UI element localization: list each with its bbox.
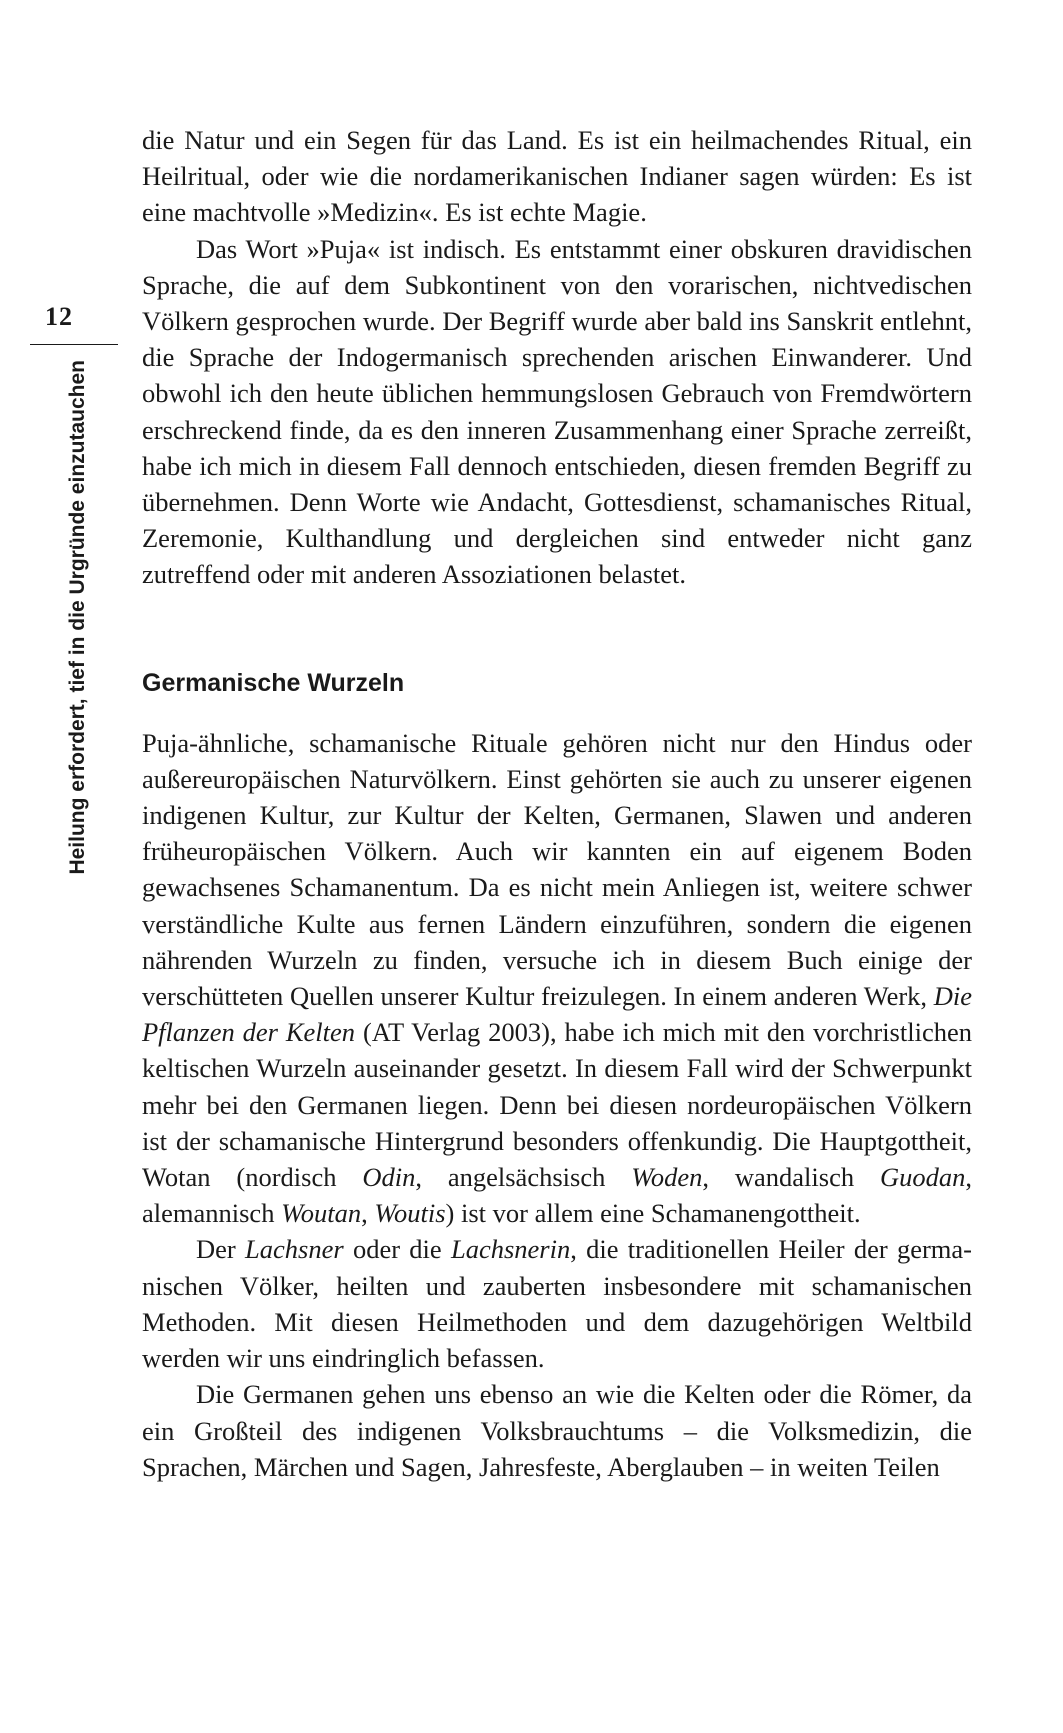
- paragraphs-before: [142, 122, 972, 593]
- text-run: die Natur und ein Segen für das Land. Es ist ein heilmachendes Ritual, ein Heilritual, oder wie die nordamerikanischen Indianer sagen würden: Es ist eine machtvolle »Medizin«. Es ist echte Magie.: [142, 125, 972, 228]
- italic-text: Lachsner: [245, 1234, 344, 1265]
- text-run: ,: [361, 1198, 375, 1229]
- paragraph: [142, 231, 972, 593]
- paragraph: [142, 122, 972, 231]
- text-run: (AT Verlag 2003), habe ich mich mit den vorchristlichen keltischen Wurzeln auseinander gesetzt. In diesem Fall wird der Schwerpunkt mehr bei den Germanen liegen. Denn bei diesen nordeuropäischen Völkern ist der schamanische Hintergrund besonders offenkundig. Die Hauptgottheit, Wotan (nordisch: [142, 1017, 972, 1193]
- italic-text: Die Pflanzen der Kelten: [142, 981, 972, 1048]
- italic-text: Guodan: [879, 1162, 966, 1193]
- italic-text: Woutis: [374, 1198, 446, 1229]
- text-run: , angelsächsisch: [415, 1162, 632, 1193]
- text-run: , die traditionellen Heiler der germanischen Völker, heilten und zauberten insbesondere mit schamanischen Methoden. Mit diesen Heilmethoden und dem dazugehörigen Weltbild werden wir uns eindringlich befassen.: [142, 1234, 972, 1374]
- italic-text: Lachsnerin: [450, 1234, 571, 1265]
- italic-text: Woutan: [281, 1198, 362, 1229]
- text-run: , wandalisch: [702, 1162, 880, 1193]
- text-run: Das Wort »Puja« ist indisch. Es entstammt einer obskuren dravidischen Sprache, die auf dem Subkontinent von den vorarischen, nichtvedischen Völkern gesprochen wurde. Der Begriff wurde aber bald ins Sanskrit entlehnt, die Sprache der Indogermanisch sprechenden arischen Einwanderer. Und obwohl ich den heute üblichen hemmungslosen Gebrauch von Fremdwörtern erschreckend finde, da es den inneren Zusammenhang einer Sprache zerreißt, habe ich mich in diesem Fall dennoch entschieden, diesen fremden Begriff zu übernehmen. Denn Worte wie Andacht, Gottesdienst, schamanisches Ritual, Zeremonie, Kulthandlung und dergleichen sind entweder nicht ganz zutreffend oder mit anderen Assoziationen belastet.: [142, 233, 972, 590]
- text-run: , alemannisch: [142, 1162, 972, 1229]
- text-run: Der: [196, 1234, 246, 1265]
- text-run: ) ist vor allem eine Schamanengottheit.: [445, 1198, 861, 1229]
- section-heading: Germanische Wurzeln: [142, 668, 405, 697]
- margin-rule: [30, 344, 118, 345]
- text-run: Die Germanen gehen uns ebenso an wie die Kelten oder die Römer, da ein Großteil des indigenen Volksbrauchtums – die Volksmedizin, die Sprachen, Märchen und Sagen, Jahresfeste, Aberglauben – in weiten Teilen: [142, 1379, 972, 1482]
- paragraph: [142, 1231, 972, 1376]
- running-head: Heilung erfordert, tief in die Urgründe einzutauchen: [66, 360, 89, 875]
- italic-text: Woden: [631, 1162, 703, 1193]
- page-number: 12: [45, 302, 73, 331]
- text-run: Puja-ähnliche, schamanische Rituale gehören nicht nur den Hindus oder außereuropäischen Naturvölkern. Einst gehörten sie auch zu unserer eigenen indigenen Kultur, zur Kultur der Kelten, Germanen, Slawen und anderen früheuropäischen Völkern. Auch wir kannten ein auf eigenem Boden gewachsenes Schamanentum. Da es nicht mein Anliegen ist, weitere schwer verständliche Kulte aus fernen Ländern einzuführen, sondern die eigenen nährenden Wurzeln zu finden, versuche ich in diesem Buch einige der verschütteten Quellen unserer Kultur freizulegen. In einem anderen Werk,: [142, 727, 972, 1012]
- text-run: oder die: [343, 1234, 451, 1265]
- paragraph: [142, 1376, 972, 1485]
- italic-text: Odin: [362, 1162, 416, 1193]
- body-text: [142, 122, 972, 1485]
- paragraph: [142, 725, 972, 1232]
- paragraphs-after: [142, 725, 972, 1485]
